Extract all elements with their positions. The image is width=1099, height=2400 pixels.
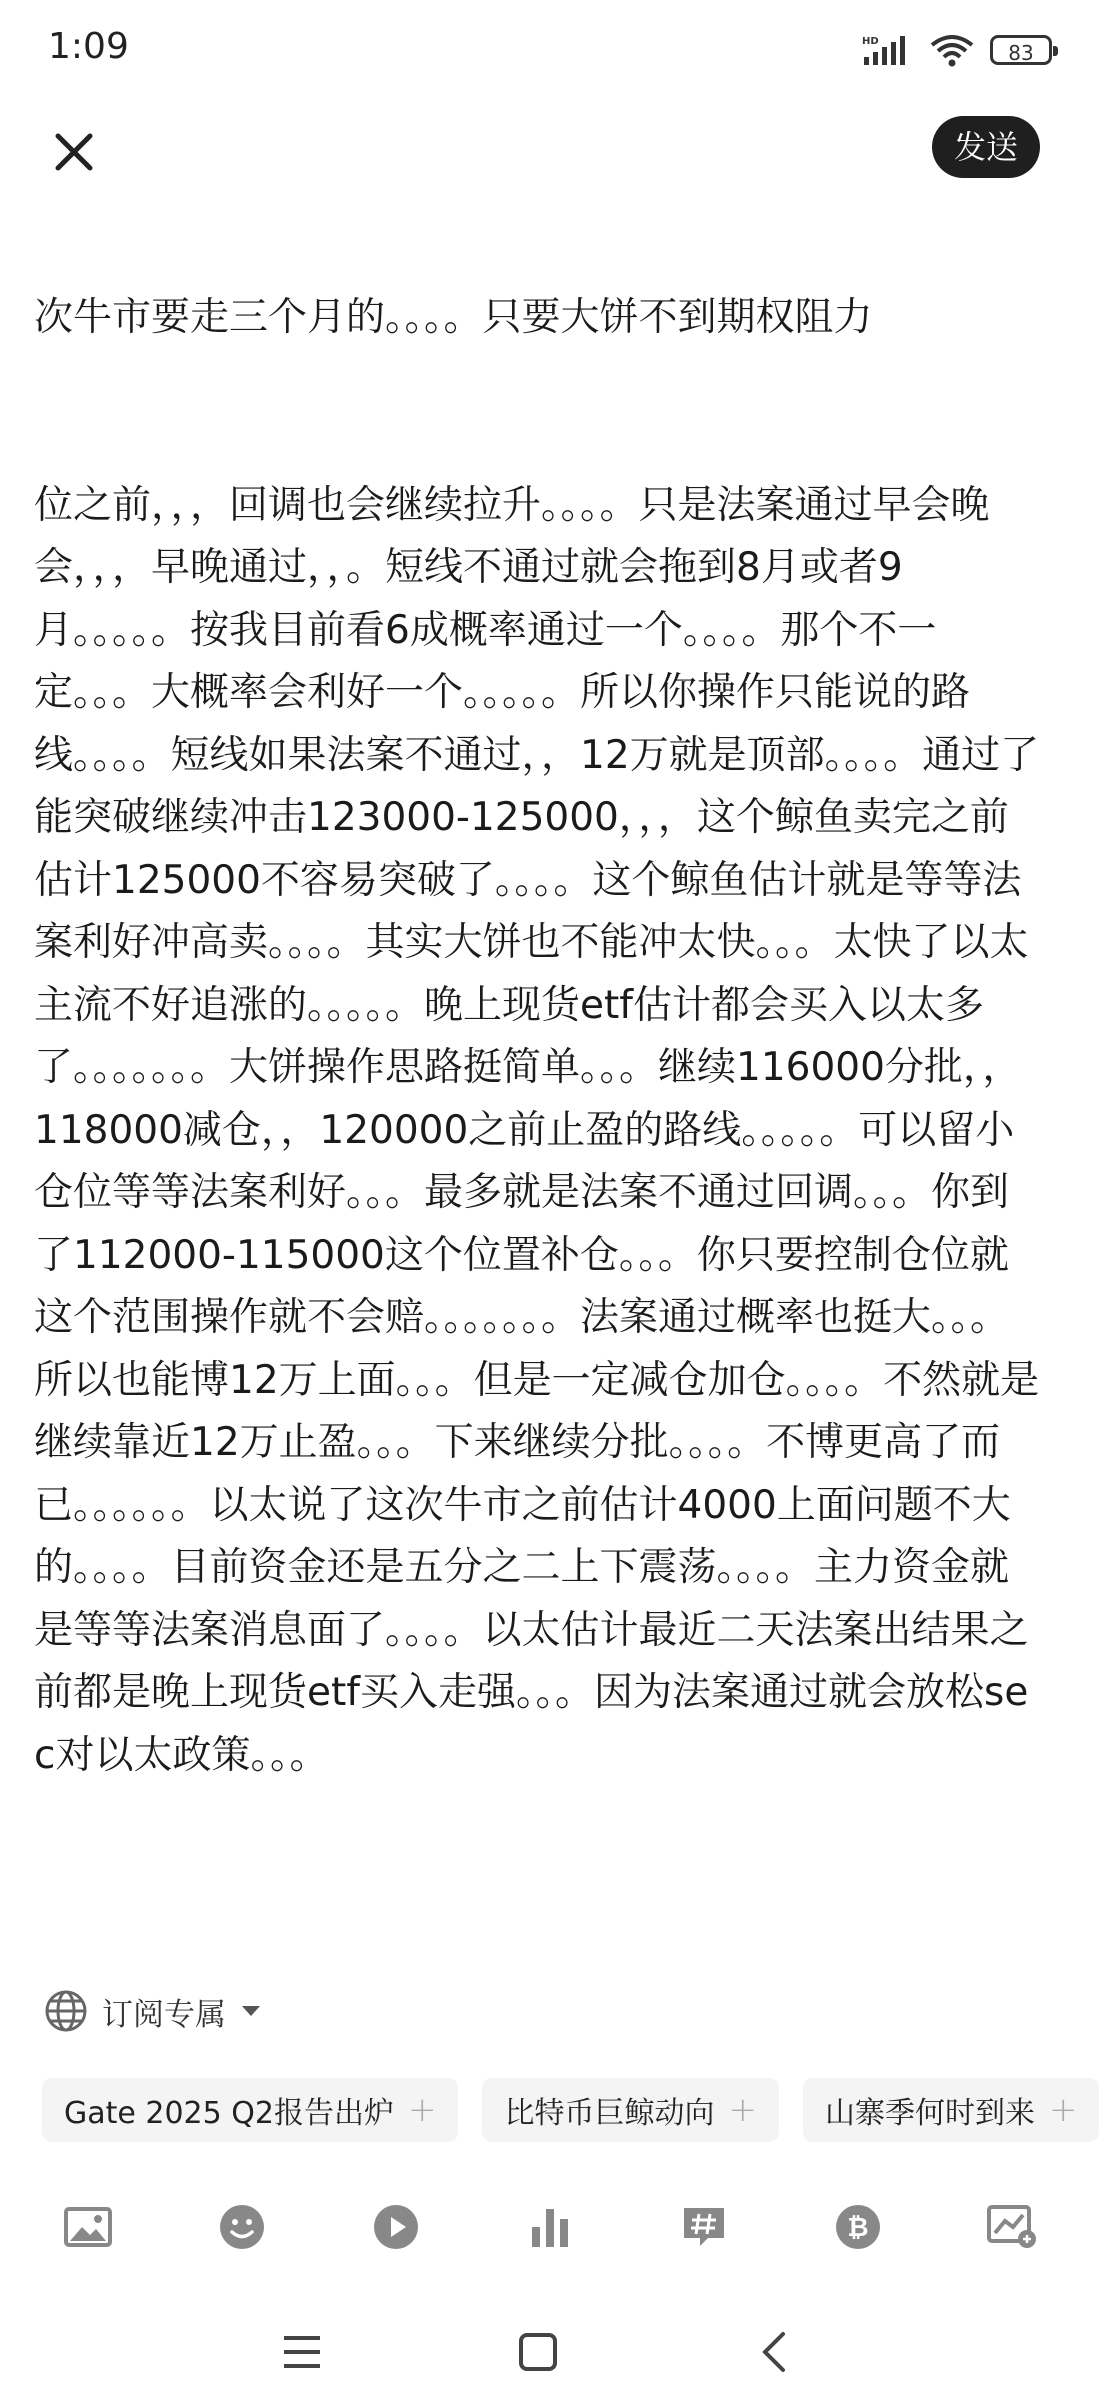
insert-image-button[interactable] xyxy=(60,2199,116,2255)
post-editor[interactable] xyxy=(34,192,1044,1832)
insert-video-button[interactable] xyxy=(368,2199,424,2255)
chart-icon xyxy=(528,2205,572,2249)
post-text: 位之前，，，回调也会继续拉升。。。。只是法案通过早会晚会，，，早晚通过，，。短线不通过就会拖到8月或者9月。。。。。按我目前看6成概率通过一个。。。。那个不一定。。。大概率会利好一个。。。。。所以你操作只能说的路线。。。。短线如果法案不通过，，12万就是顶部。。。。通过了能突破继续冲击123000-125000，，，这个鲸鱼卖完之前估计125000不容易突破了。。。。这个鲸鱼估计就是等等法案利好冲高卖。。。。其实大饼也不能冲太快。。。太快了以太主流不好追涨的。。。。。晚上现货etf估计都会买入以太多了。。。。。。。大饼操作思路挺简单。。。继续116000分批，，118000减仓，，120000之前止盈的路线。。。。。可以留小仓位等等法案利好。。。最多就是法案不通过回调。。。你到了112000-115000这个位置补仓。。。你只要控制仓位就这个范围操作就不会赔。。。。。。。法案通过概率也挺大。。。所以也能博12万上面。。。但是一定减仓加仓。。。。不然就是继续靠近12万止盈。。。下来继续分批。。。。不博更高了而已。。。。。。以太说了这次牛市之前估计4000上面问题不大的。。。。目前资金还是五分之二上下震荡。。。。主力资金就是等等法案消息面了。。。。以太估计最近二天法案出结果之前都是晚上现货etf买入走强。。。因为法案通过就会放松sec对以太政策。。。 xyxy=(34,482,1040,1778)
plus-icon: + xyxy=(407,2090,437,2130)
send-button[interactable]: 发送 xyxy=(932,116,1040,178)
topic-chip[interactable] xyxy=(42,2078,458,2142)
insert-coin-button[interactable] xyxy=(830,2199,886,2255)
subscription-selector[interactable] xyxy=(44,1986,262,2036)
topic-chip-label: Gate 2025 Q2报告出炉 xyxy=(64,2096,394,2131)
system-nav-bar xyxy=(0,2300,1080,2400)
plus-icon: + xyxy=(728,2090,757,2130)
status-time: 1:09 xyxy=(48,26,129,67)
insert-emoji-button[interactable] xyxy=(214,2199,270,2255)
status-bar xyxy=(0,0,1080,100)
topic-chip[interactable] xyxy=(482,2078,779,2142)
post-text-partial-line: 次牛市要走三个月的。。。。只要大饼不到期权阻力 xyxy=(34,295,873,340)
battery-icon: 83 xyxy=(990,35,1052,65)
home-square-icon xyxy=(518,2332,558,2372)
insert-market-button[interactable] xyxy=(984,2199,1040,2255)
wifi-icon xyxy=(930,33,974,67)
topic-chips xyxy=(42,2078,1078,2142)
topic-chip-label: 山寨季何时到来 xyxy=(824,2096,1035,2131)
globe-icon xyxy=(44,1989,88,2033)
signal-icon xyxy=(862,33,914,67)
topic-chip-label: 比特币巨鲸动向 xyxy=(504,2096,715,2131)
topic-chip[interactable] xyxy=(803,2078,1099,2142)
caret-down-icon xyxy=(240,2004,262,2018)
plus-icon: + xyxy=(1048,2090,1078,2130)
svg-text:₿: ₿ xyxy=(847,2213,869,2243)
emoji-icon xyxy=(218,2203,266,2251)
bitcoin-icon xyxy=(834,2203,882,2251)
subscription-label: 订阅专属 xyxy=(102,1996,226,2033)
nav-back-button[interactable] xyxy=(744,2322,804,2382)
system-icons xyxy=(862,30,1052,70)
network-type-label: HD xyxy=(862,36,879,47)
video-icon xyxy=(372,2203,420,2251)
back-icon xyxy=(759,2330,789,2374)
insert-hashtag-button[interactable] xyxy=(676,2199,732,2255)
image-icon xyxy=(64,2207,112,2247)
nav-home-button[interactable] xyxy=(508,2322,568,2382)
composer-toolbar xyxy=(60,2192,1040,2262)
hashtag-icon xyxy=(680,2204,728,2250)
insert-poll-button[interactable] xyxy=(522,2199,578,2255)
market-chart-icon xyxy=(987,2205,1037,2249)
menu-icon xyxy=(282,2334,322,2370)
nav-menu-button[interactable] xyxy=(272,2322,332,2382)
